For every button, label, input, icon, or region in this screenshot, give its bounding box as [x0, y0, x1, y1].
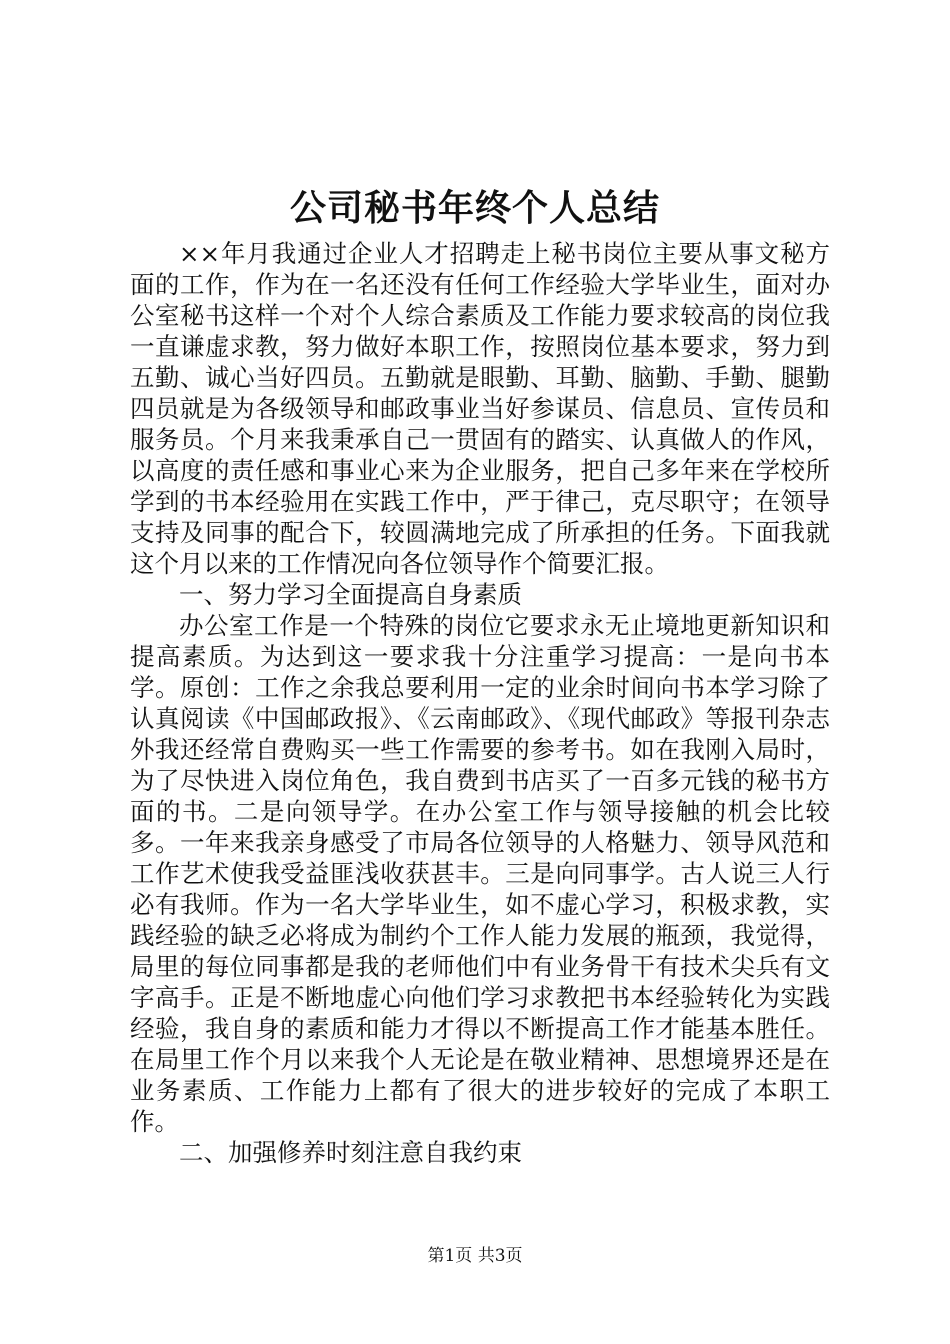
section-heading-1: 一、努力学习全面提高自身素质 — [179, 580, 522, 609]
paragraph-intro: ××年月我通过企业人才招聘走上秘书岗位主要从事文秘方面的工作，作为在一名还没有任何工作经验大学毕业生，面对办公室秘书这样一个对个人综合素质及工作能力要求较高的岗位我一直谦虚求教，努力做好本职工作，按照岗位基本要求，努力到五勤、诚心当好四员。五勤就是眼勤、耳勤、脑勤、手勤、腿勤四员就是为各级领导和邮政事业当好参谋员、信息员、宣传员和服务员。个月来我秉承自己一贯固有的踏实、认真做人的作风，以高度的责任感和事业心来为企业服务，把自己多年来在学校所学到的书本经验用在实践工作中，严于律己，克尽职守；在领导支持及同事的配合下，较圆满地完成了所承担的任务。下面我就这个月以来的工作情况向各位领导作个简要汇报。 — [130, 239, 830, 578]
paragraph-section-1: 办公室工作是一个特殊的岗位它要求永无止境地更新知识和提高素质。为达到这一要求我十分注重学习提高：一是向书本学。原创：工作之余我总要利用一定的业余时间向书本学习除了认真阅读《中国邮政报》、《云南邮政》、《现代邮政》等报刊杂志外我还经常自费购买一些工作需要的参考书。如在我刚入局时，为了尽快进入岗位角色，我自费到书店买了一百多元钱的秘书方面的书。二是向领导学。在办公室工作与领导接触的机会比较多。一年来我亲身感受了市局各位领导的人格魅力、领导风范和工作艺术使我受益匪浅收获甚丰。三是向同事学。古人说三人行必有我师。作为一名大学毕业生，如不虚心学习，积极求教，实践经验的缺乏必将成为制约个工作人能力发展的瓶颈，我觉得，局里的每位同事都是我的老师他们中有业务骨干有技术尖兵有文字高手。正是不断地虚心向他们学习求教把书本经验转化为实践经验，我自身的素质和能力才得以不断提高工作才能基本胜任。在局里工作个月以来我个人无论是在敬业精神、思想境界还是在业务素质、工作能力上都有了很大的进步较好的完成了本职工作。 — [130, 611, 830, 1136]
section-heading-2: 二、加强修养时刻注意自我约束 — [179, 1138, 522, 1167]
document-body — [130, 238, 830, 1168]
page-footer: 第1页 共3页 — [427, 1246, 523, 1266]
document-title: 公司秘书年终个人总结 — [289, 187, 660, 229]
